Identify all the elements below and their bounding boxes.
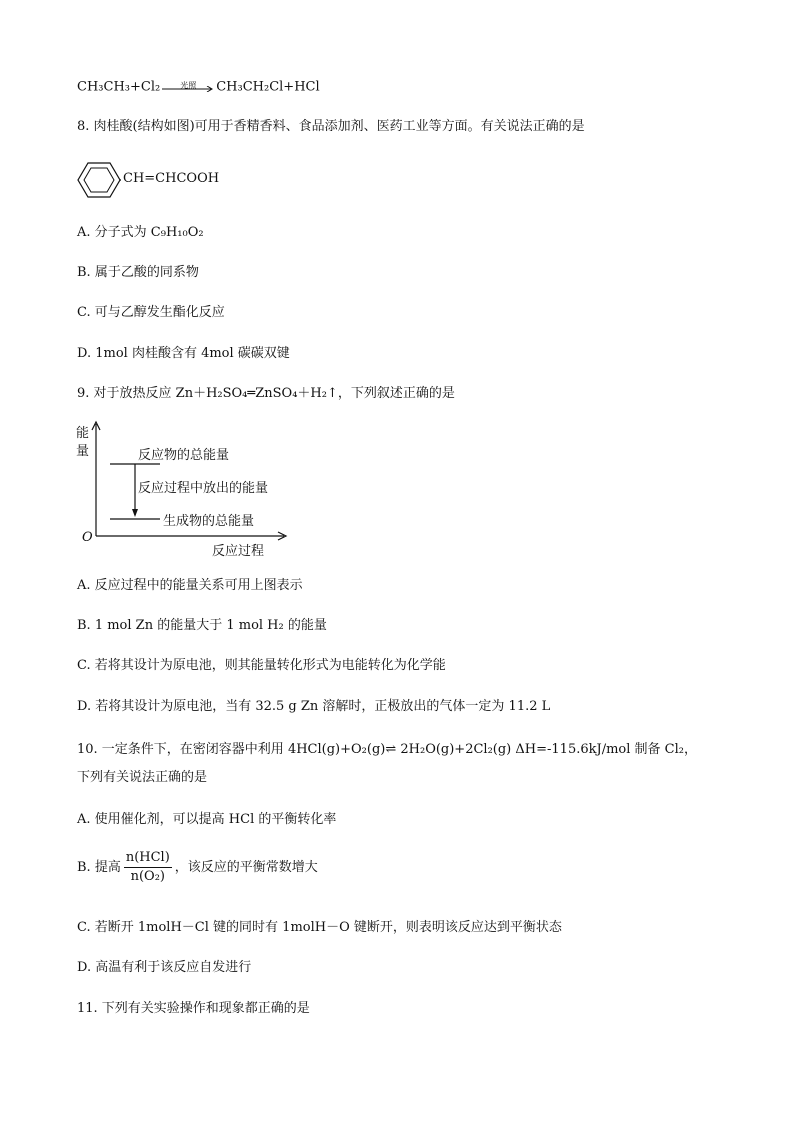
q8-option-a: A. 分子式为 C₉H₁₀O₂: [77, 225, 204, 240]
q9-option-c: C. 若将其设计为原电池，则其能量转化形式为电能转化为化学能: [77, 658, 446, 673]
q11-stem: 11. 下列有关实验操作和现象都正确的是: [77, 1001, 310, 1016]
origin-label: O: [82, 530, 93, 545]
q9-stem: 9. 对于放热反应 Zn＋H₂SO₄═ZnSO₄＋H₂↑，下列叙述正确的是: [77, 386, 455, 401]
benzene-ring-icon: [77, 160, 121, 200]
q8-option-c: C. 可与乙醇发生酯化反应: [77, 305, 225, 320]
reactant-energy-label: 反应物的总能量: [138, 448, 230, 463]
q10-option-b: [77, 850, 318, 886]
q10-option-b-prefix: B. 提高: [77, 860, 121, 875]
y-axis-label-2: 量: [76, 444, 90, 459]
q10-option-c: C. 若断开 1molH－Cl 键的同时有 1molH－O 键断开，则表明该反应达到平衡状态: [77, 920, 562, 935]
q9-option-d: D. 若将其设计为原电池，当有 32.5 g Zn 溶解时，正极放出的气体一定为 11.2 L: [77, 699, 551, 714]
q10-option-d: D. 高温有利于该反应自发进行: [77, 960, 252, 975]
q7-option-d-product: CH₃CH₂Cl+HCl: [216, 79, 320, 95]
q7-option-d: [77, 78, 320, 97]
fraction-denominator: n(O₂): [130, 869, 165, 884]
q9-option-a: A. 反应过程中的能量关系可用上图表示: [77, 578, 303, 593]
reaction-condition: 光照: [180, 81, 197, 90]
q8-stem: 8. 肉桂酸(结构如图)可用于香精香料、食品添加剂、医药工业等方面。有关说法正确的是: [77, 119, 585, 134]
q8-option-b: B. 属于乙酸的同系物: [77, 265, 199, 280]
y-axis-label-1: 能: [76, 426, 90, 441]
q10-stem-line1: 10. 一定条件下，在密闭容器中利用 4HCl(g)+O₂(g)⇌ 2H₂O(g)+2Cl₂(g) ΔH=-115.6kJ/mol 制备 Cl₂，: [77, 742, 697, 757]
x-axis-label: 反应过程: [212, 544, 265, 559]
product-energy-label: 生成物的总能量: [163, 514, 255, 529]
q10-option-b-suffix: ，该反应的平衡常数增大: [174, 860, 318, 875]
energy-diagram: [72, 420, 292, 560]
q8-option-d: D. 1mol 肉桂酸含有 4mol 碳碳双键: [77, 346, 290, 361]
fraction-numerator: n(HCl): [124, 850, 172, 868]
reaction-arrow-light: [162, 78, 214, 96]
cinnamic-substituent: CH=CHCOOH: [123, 171, 220, 186]
cinnamic-acid-structure: [77, 160, 237, 200]
ratio-fraction: [124, 850, 172, 885]
released-energy-label: 反应过程中放出的能量: [138, 481, 269, 496]
q7-option-d-reactant: CH₃CH₃+Cl₂: [77, 79, 161, 95]
q10-stem-line2: 下列有关说法正确的是: [77, 770, 208, 785]
q9-option-b: B. 1 mol Zn 的能量大于 1 mol H₂ 的能量: [77, 618, 327, 633]
q10-option-a: A. 使用催化剂，可以提高 HCl 的平衡转化率: [77, 812, 337, 827]
